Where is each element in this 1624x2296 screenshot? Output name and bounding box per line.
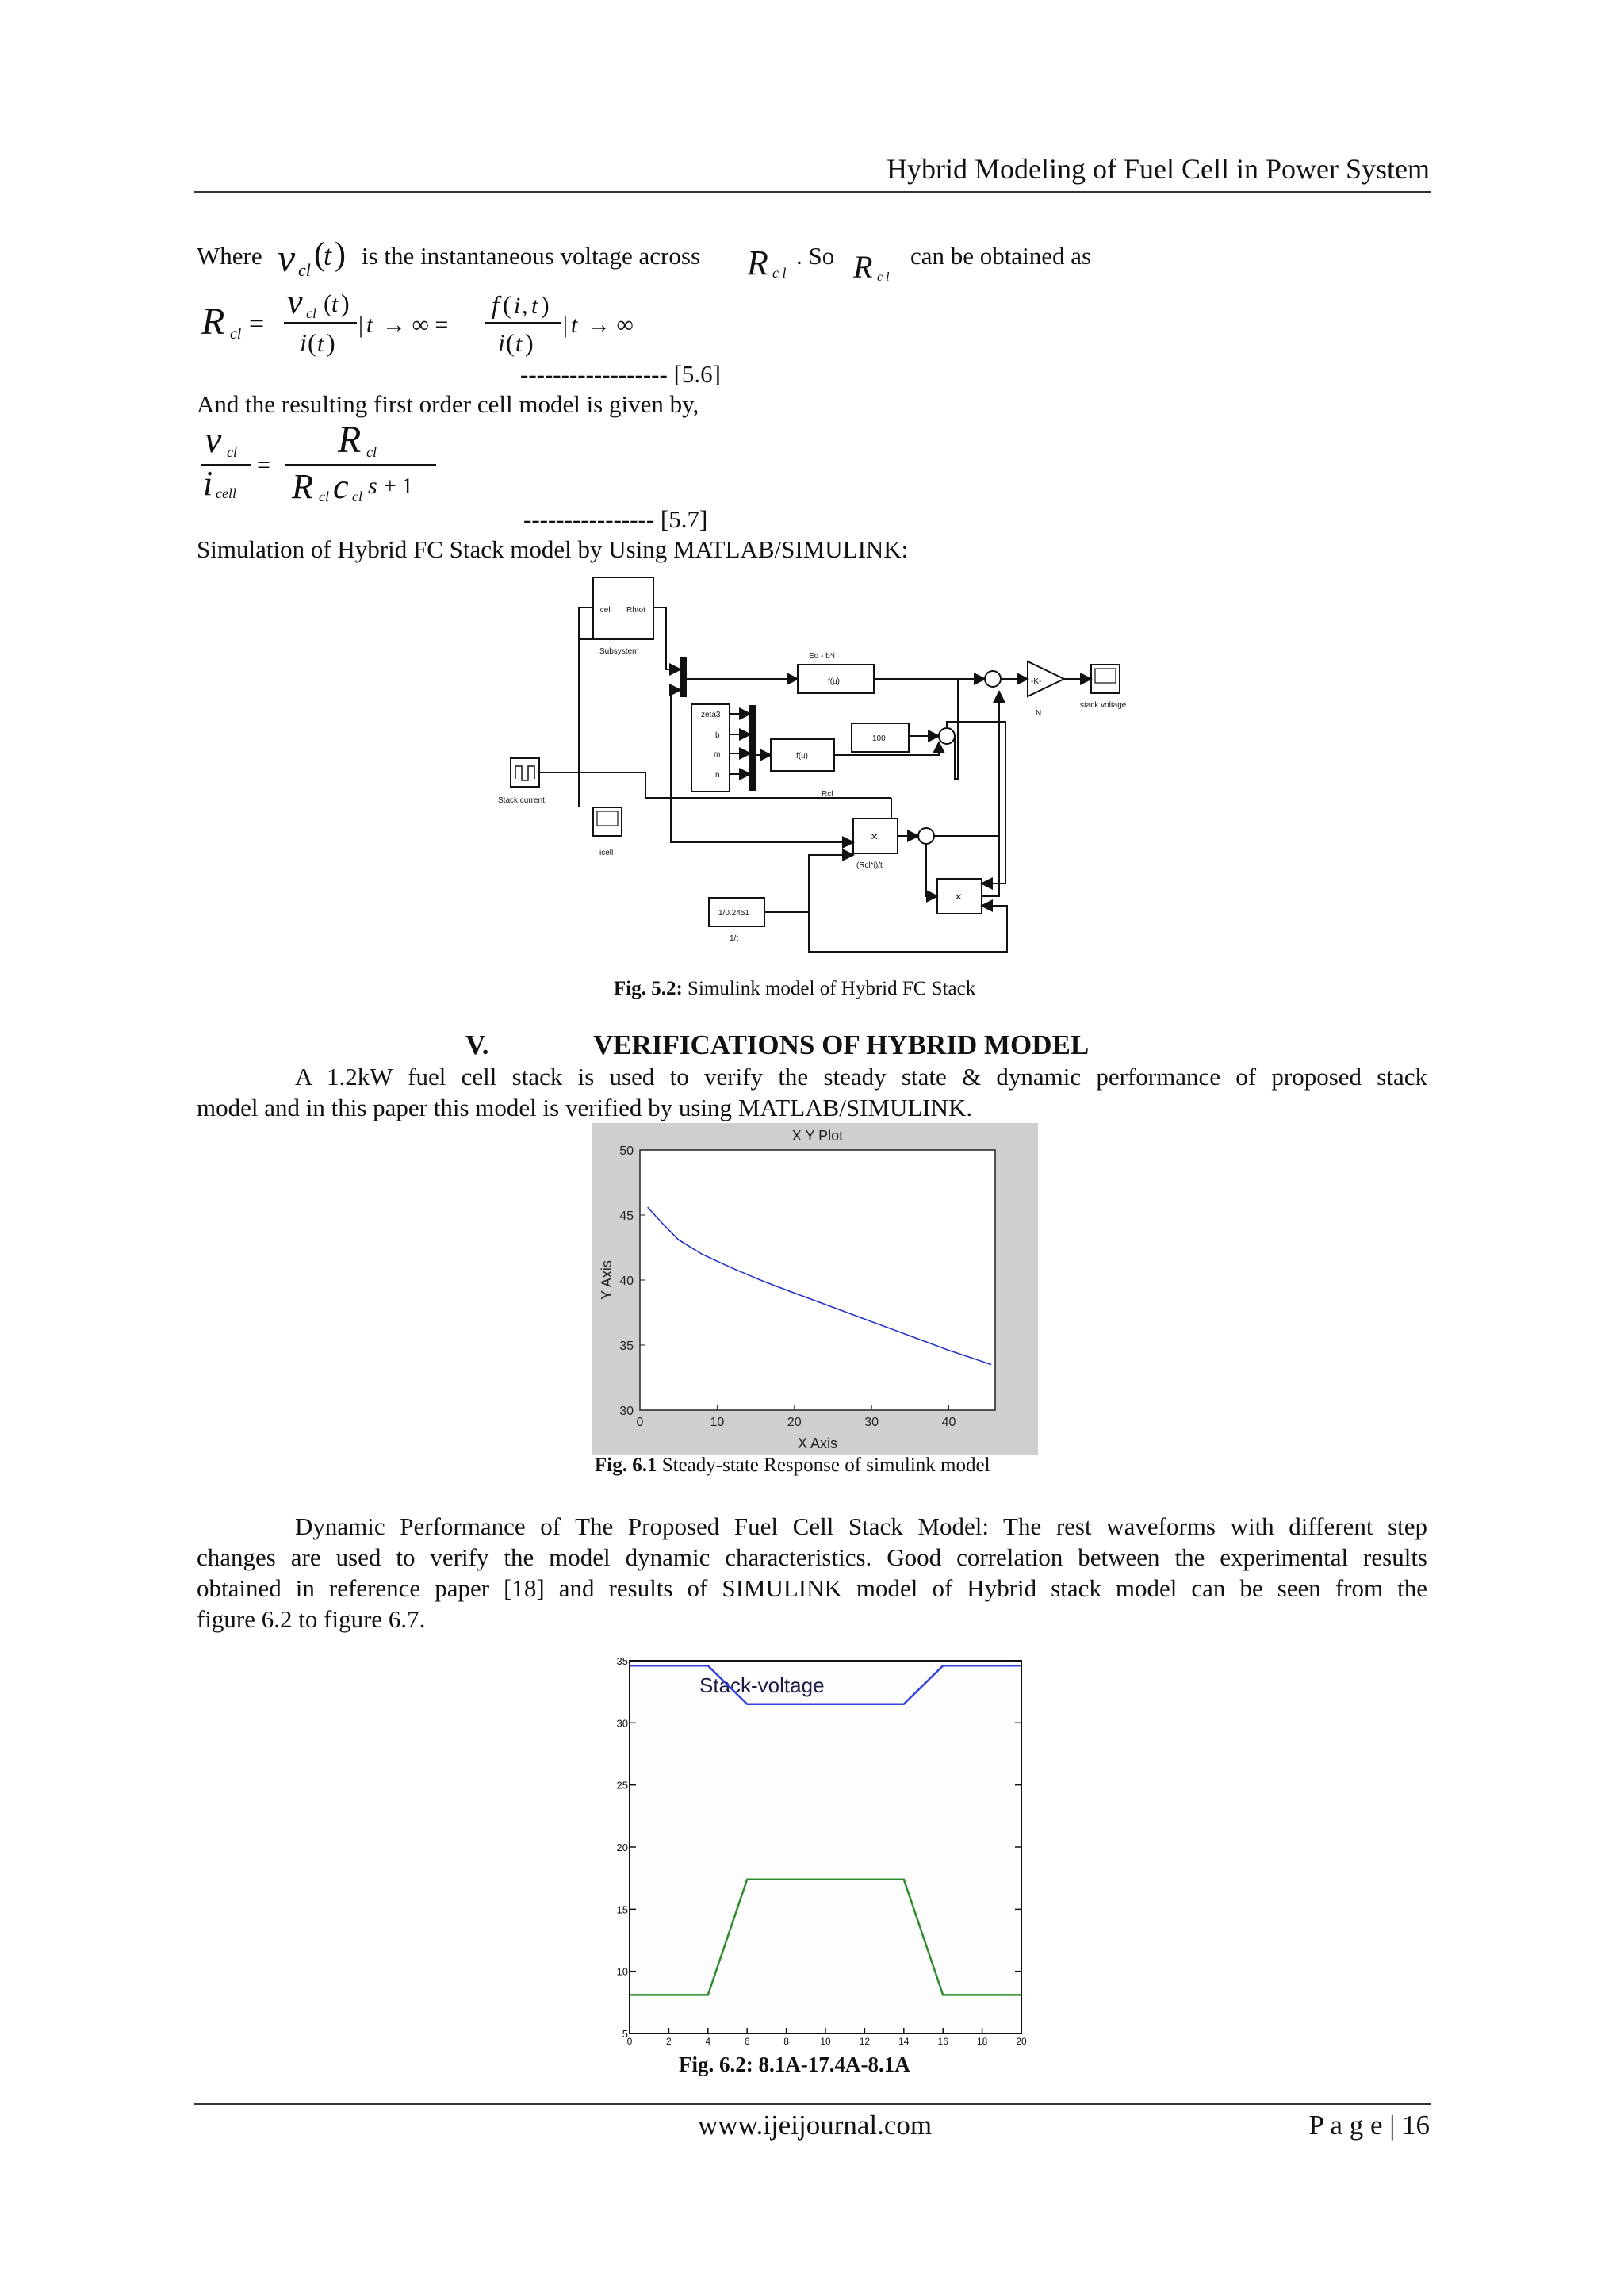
mux-bar-1: [680, 658, 686, 696]
svg-text:t: t: [331, 291, 339, 317]
const-100-text: 100: [872, 734, 886, 743]
svg-text:(: (: [314, 236, 325, 273]
fig-6-1-text: Steady-state Response of simulink model: [661, 1455, 990, 1476]
const-t-text: 1/0.2451: [718, 909, 749, 918]
x-tick-label: 0: [636, 1416, 644, 1429]
x-tick-label: 30: [864, 1416, 879, 1429]
svg-text:(: (: [324, 289, 332, 317]
x-tick-label: 4: [705, 2036, 711, 2046]
fig-5-2-caption: [614, 978, 975, 1000]
y-tick-label: 15: [616, 1903, 628, 1916]
svg-text:|: |: [563, 312, 569, 338]
eo-label: Eo - b*i: [809, 652, 835, 661]
x-tick-label: 10: [820, 2036, 831, 2046]
y-tick-label: 30: [616, 1717, 628, 1730]
simulation-heading: Simulation of Hybrid FC Stack model by Using MATLAB/SIMULINK:: [197, 535, 909, 563]
rcl-math-2: [852, 241, 899, 289]
x-tick-label: 12: [859, 2036, 871, 2046]
svg-text:R: R: [853, 249, 873, 285]
y-tick-label: 20: [616, 1842, 628, 1853]
mux-bar-2: [750, 706, 756, 790]
icell-scope-label: icell: [599, 849, 614, 857]
x-tick-label: 0: [626, 2036, 633, 2046]
svg-text:): ): [341, 289, 350, 317]
dynamic-line-1: Dynamic Performance of The Proposed Fuel Cell Stack Model: The rest waveforms with different step: [295, 1512, 1427, 1540]
xy-plot-title: X Y Plot: [791, 1128, 844, 1144]
verification-line-2: model and in this paper this model is verified by using MATLAB/SIMULINK.: [197, 1094, 973, 1121]
svg-text:cell: cell: [216, 485, 236, 501]
mux-port-b: b: [715, 731, 720, 740]
svg-text:): ): [525, 328, 534, 357]
svg-text:cl: cl: [230, 325, 242, 343]
y-tick-label: 5: [622, 2028, 628, 2040]
section-title: VERIFICATIONS OF HYBRID MODEL: [593, 1029, 1090, 1060]
mux-port-m: m: [714, 750, 721, 759]
svg-text:i: i: [300, 328, 307, 357]
svg-text:→ ∞: → ∞: [587, 312, 634, 338]
obtained-text: can be obtained as: [910, 242, 1092, 270]
subsystem-in-label: Icell: [598, 606, 612, 615]
fig-6-2-label: Fig. 6.2:: [679, 2053, 753, 2076]
gain-label: N: [1036, 709, 1042, 718]
const-t-label: 1/t: [730, 934, 739, 943]
fig-6-2-caption: [679, 2053, 910, 2077]
svg-text:t: t: [317, 331, 324, 357]
simulink-diagram: [492, 573, 1142, 961]
y-tick-label: 50: [619, 1144, 634, 1158]
xy-plot-ylabel: Y Axis: [599, 1260, 615, 1300]
running-header: Hybrid Modeling of Fuel Cell in Power System: [887, 153, 1430, 185]
y-tick-label: 10: [616, 1965, 628, 1978]
svg-text:c l: c l: [877, 270, 890, 284]
sum-block-1: [985, 671, 1001, 687]
svg-text:cl: cl: [227, 444, 237, 460]
fig-6-2-text: 8.1A-17.4A-8.1A: [758, 2053, 910, 2076]
svg-text:cl: cl: [306, 305, 316, 321]
svg-text:): ): [327, 328, 335, 357]
fig-5-2-text: Simulink model of Hybrid FC Stack: [688, 978, 976, 999]
x-tick-label: 20: [1016, 2036, 1027, 2046]
x-tick-label: 40: [941, 1416, 956, 1429]
rcl-label: Rcl: [822, 790, 833, 799]
svg-text:(: (: [503, 290, 511, 319]
svg-text:v: v: [287, 282, 303, 321]
x-tick-label: 16: [937, 2036, 948, 2046]
svg-text:i: i: [498, 328, 505, 357]
mux-port-zeta3: zeta3: [701, 711, 721, 719]
svg-text:v: v: [278, 236, 296, 280]
svg-text:=: =: [249, 309, 265, 339]
svg-text:s: s: [368, 473, 377, 499]
eq-5-7-label: ---------------- [5.7]: [523, 505, 708, 533]
svg-text:t: t: [324, 240, 332, 271]
footer-site: www.ijeijournal.com: [698, 2110, 933, 2141]
y-tick-label: 30: [619, 1405, 634, 1418]
xy-plot-chart: [592, 1123, 1038, 1455]
y-tick-label: 35: [619, 1340, 634, 1353]
mult1-label: (Rcl*i)/t: [856, 861, 883, 870]
fu1-text: f(u): [828, 677, 840, 686]
fu2-text: f(u): [796, 752, 808, 761]
svg-text:cl: cl: [366, 444, 377, 460]
stack-voltage-annotation: Stack-voltage: [699, 1673, 825, 1697]
mux-port-n: n: [715, 771, 720, 780]
eq-5-6-label: ------------------ [5.6]: [520, 360, 721, 388]
svg-text:i: i: [514, 293, 521, 319]
y-tick-label: 25: [616, 1779, 628, 1792]
stack-voltage-chart: [611, 1651, 1028, 2046]
dynamic-line-2: changes are used to verify the model dynamic characteristics. Good correlation between the experimental results: [197, 1543, 1427, 1571]
svg-text:R: R: [747, 243, 768, 282]
svg-text:+ 1: + 1: [384, 474, 413, 499]
fig-6-1-label: Fig. 6.1: [595, 1455, 657, 1476]
svg-text:c l: c l: [772, 265, 787, 281]
svg-text:t: t: [571, 312, 578, 338]
verification-line-1: A 1.2kW fuel cell stack is used to verify the steady state & dynamic performance of proposed stack: [295, 1063, 1427, 1091]
x-tick-label: 18: [976, 2036, 988, 2046]
svg-text:(: (: [506, 328, 515, 357]
footer-rule: [194, 2103, 1431, 2105]
svg-text:R: R: [338, 419, 362, 461]
sum-block-2: [939, 728, 955, 744]
svg-text:t: t: [515, 331, 523, 357]
mult2-text: ×: [955, 891, 963, 904]
verification-paragraph: [197, 1061, 1427, 1123]
gain-text: -K-: [1031, 677, 1042, 686]
x-tick-label: 14: [898, 2036, 910, 2046]
section-number: V.: [465, 1029, 489, 1060]
svg-text:(: (: [308, 328, 316, 357]
fig-5-2-label: Fig. 5.2:: [614, 978, 683, 999]
svg-text:t: t: [531, 293, 538, 319]
y-tick-label: 35: [616, 1655, 628, 1667]
first-order-text: And the resulting first order cell model is given by,: [197, 390, 699, 418]
stack-voltage-plot-area: [630, 1661, 1021, 2033]
svg-text:=: =: [257, 452, 270, 478]
svg-text:cl: cl: [298, 260, 311, 280]
svg-text:→ ∞ =: → ∞ =: [382, 312, 449, 338]
xy-plot-area: [640, 1150, 995, 1410]
x-tick-label: 20: [787, 1416, 802, 1429]
x-tick-label: 10: [710, 1416, 725, 1429]
svg-text:t: t: [366, 312, 373, 338]
x-tick-label: 6: [744, 2036, 750, 2046]
where-mid-text: is the instantaneous voltage across: [362, 242, 701, 270]
stack-current-label: Stack current: [498, 796, 545, 805]
rcl-math-1: [745, 238, 801, 286]
subsystem-out-label: Rhtot: [626, 606, 645, 615]
sum-block-3: [918, 828, 934, 844]
dynamic-line-3: obtained in reference paper [18] and results of SIMULINK model of Hybrid stack model can be seen from the: [197, 1574, 1427, 1602]
where-word: Where: [197, 242, 262, 270]
header-rule: [194, 191, 1431, 193]
svg-text:): ): [541, 290, 550, 319]
fig-6-1-caption: [595, 1455, 990, 1477]
svg-text:|: |: [358, 312, 364, 338]
svg-text:f: f: [492, 290, 499, 319]
equation-5-6: [198, 282, 690, 361]
svg-text:R: R: [292, 467, 313, 506]
so-word: . So: [796, 242, 835, 270]
svg-text:i: i: [203, 464, 213, 503]
svg-text:c: c: [333, 467, 349, 506]
svg-text:): ): [335, 236, 346, 273]
dynamic-paragraph: [197, 1511, 1427, 1635]
svg-text:v: v: [205, 419, 222, 461]
xy-plot-xlabel: X Axis: [797, 1435, 838, 1451]
svg-text:R: R: [201, 301, 225, 343]
vcl-t-math: [276, 230, 355, 286]
equation-5-7: [198, 420, 484, 508]
mult1-text: ×: [871, 830, 879, 844]
stack-voltage-label: stack voltage: [1080, 701, 1127, 710]
subsystem-label: Subsystem: [599, 647, 639, 656]
svg-text:cl: cl: [352, 489, 362, 504]
footer-page: P a g e | 16: [1308, 2110, 1430, 2141]
svg-text:,: ,: [522, 293, 528, 319]
x-tick-label: 8: [783, 2036, 789, 2046]
y-tick-label: 45: [619, 1209, 634, 1223]
dynamic-line-4: figure 6.2 to figure 6.7.: [197, 1605, 426, 1633]
x-tick-label: 2: [666, 2036, 672, 2046]
y-tick-label: 40: [619, 1274, 634, 1288]
svg-text:cl: cl: [319, 489, 329, 504]
